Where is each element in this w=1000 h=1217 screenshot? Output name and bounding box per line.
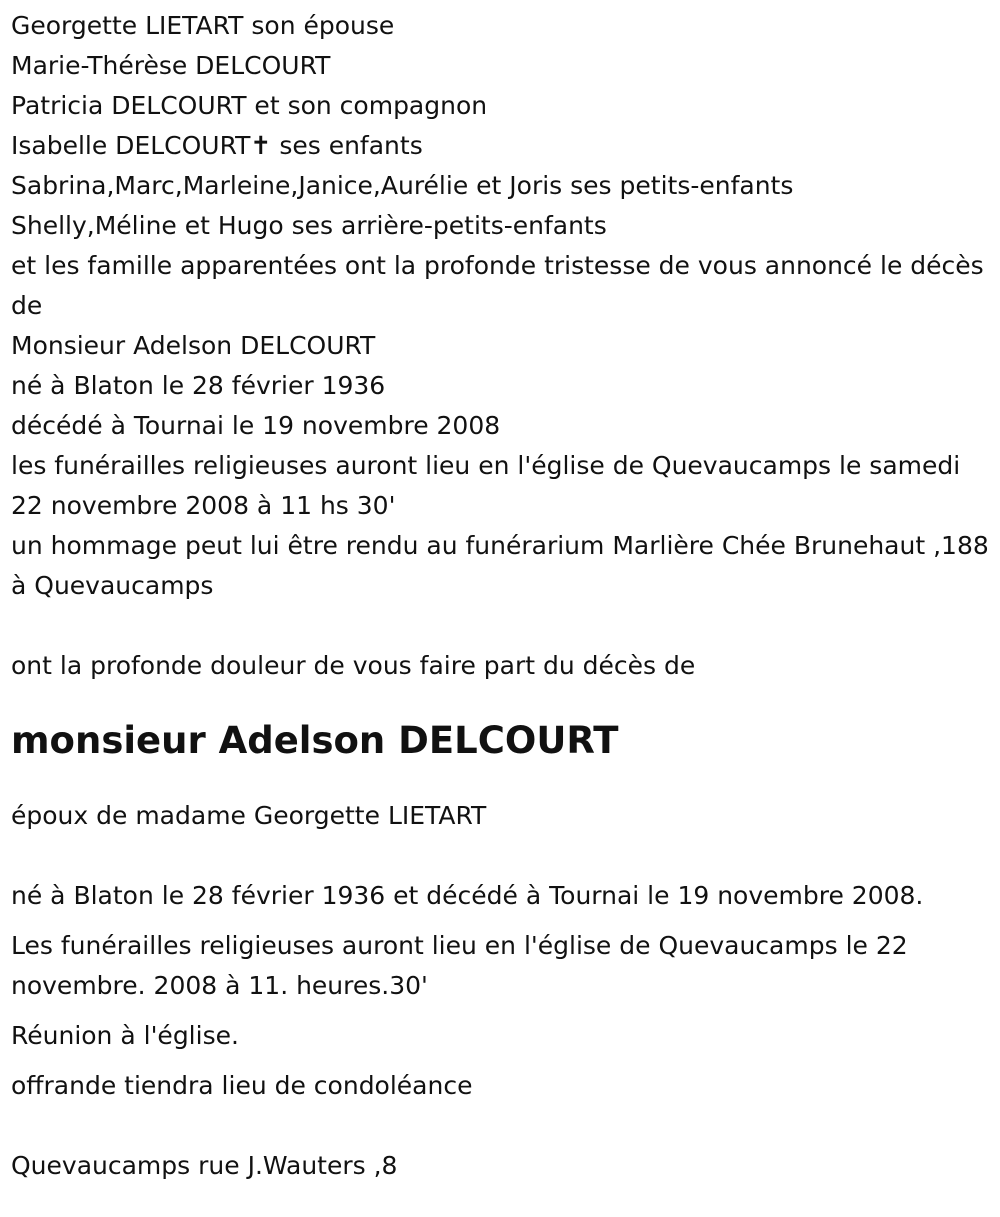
family-line-daughter-3	[11, 126, 991, 166]
obituary-document	[11, 6, 991, 1186]
spacer	[11, 766, 991, 796]
cross-icon: ✝	[250, 131, 272, 160]
family-line-grandchildren: Sabrina,Marc,Marleine,Janice,Aurélie et Joris ses petits-enfants	[11, 171, 794, 200]
family-deceased-name: Monsieur Adelson DELCOURT	[11, 331, 376, 360]
family-tribute: un hommage peut lui être rendu au funérarium Marlière Chée Brunehaut ,188 à Quevaucamps	[11, 531, 989, 600]
family-birth: né à Blaton le 28 février 1936	[11, 371, 386, 400]
spacer	[11, 686, 991, 716]
family-death: décédé à Tournai le 19 novembre 2008	[11, 411, 501, 440]
family-block	[11, 6, 991, 606]
family-line-daughter-1: Marie-Thérèse DELCOURT	[11, 51, 331, 80]
spacer	[11, 836, 991, 876]
family-line-spouse: Georgette LIETART son épouse	[11, 11, 395, 40]
spacer	[11, 1106, 991, 1146]
family-line-daughter-2: Patricia DELCOURT et son compagnon	[11, 91, 488, 120]
isabelle-name: Isabelle DELCOURT	[11, 131, 251, 160]
notice-birth-death: né à Blaton le 28 février 1936 et décédé à Tournai le 19 novembre 2008.	[11, 881, 924, 910]
notice-intro: ont la profonde douleur de vous faire part du décès de	[11, 651, 696, 680]
notice-meeting: Réunion à l'église.	[11, 1021, 239, 1050]
notice-address: Quevaucamps rue J.Wauters ,8	[11, 1151, 398, 1180]
notice-spouse: époux de madame Georgette LIETART	[11, 801, 487, 830]
family-announcement: et les famille apparentées ont la profonde tristesse de vous annoncé le décès de	[11, 251, 984, 320]
family-funeral: les funérailles religieuses auront lieu en l'église de Quevaucamps le samedi 22 novembre 2008 à 11 hs 30'	[11, 451, 961, 520]
notice-funeral: Les funérailles religieuses auront lieu en l'église de Quevaucamps le 22 novembre. 2008 à 11. heures.30'	[11, 931, 908, 1000]
isabelle-relation: ses enfants	[271, 131, 423, 160]
family-line-great-grandchildren: Shelly,Méline et Hugo ses arrière-petits-enfants	[11, 211, 607, 240]
notice-offering: offrande tiendra lieu de condoléance	[11, 1071, 473, 1100]
spacer	[11, 606, 991, 646]
deceased-name-heading: monsieur Adelson DELCOURT	[11, 719, 619, 762]
